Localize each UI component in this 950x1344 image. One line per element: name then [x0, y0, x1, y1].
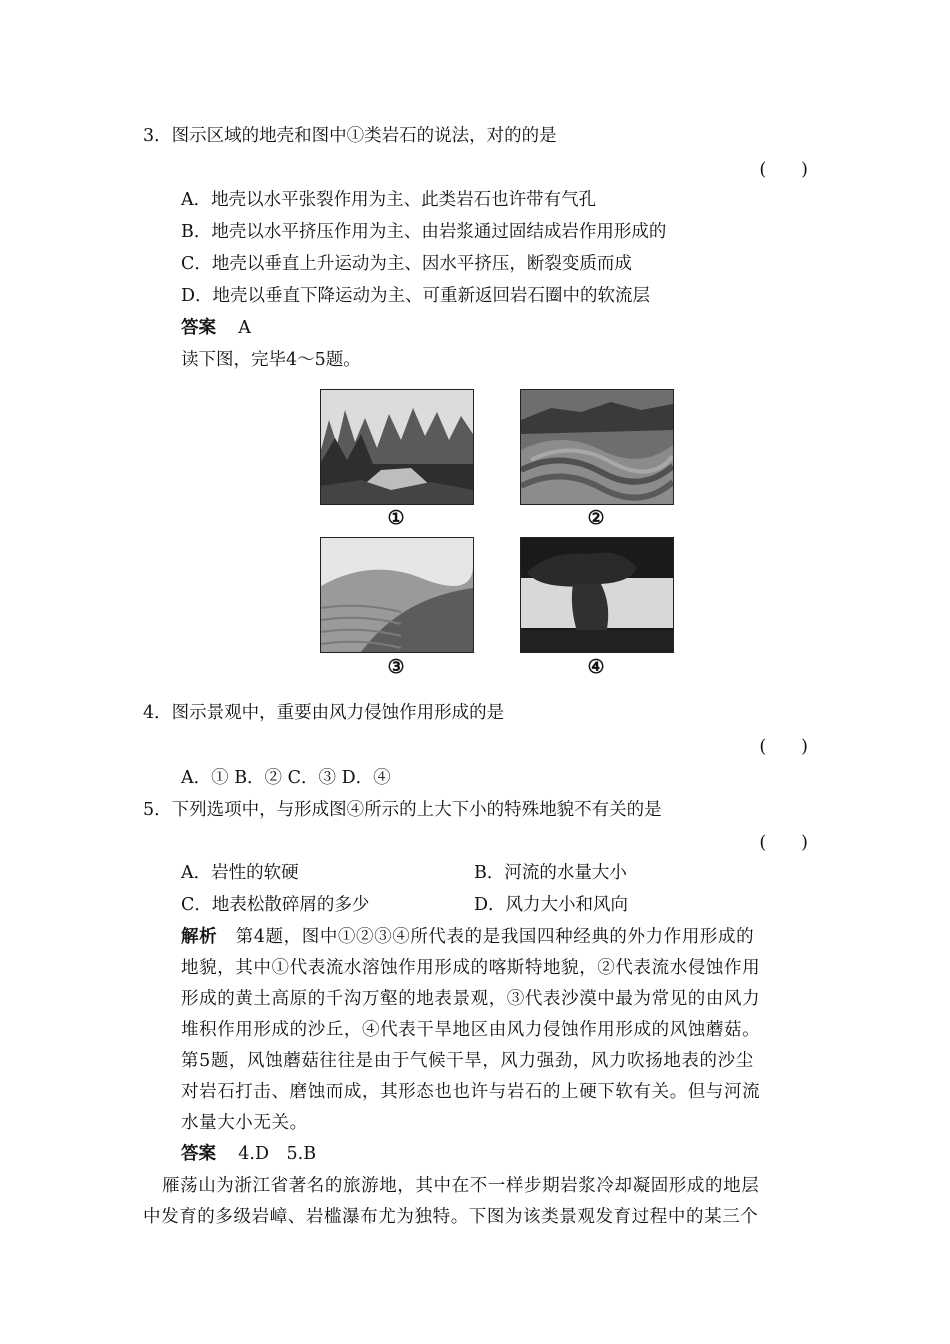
q3-option-a: A．地壳以水平张裂作用为主、此类岩石也许带有气孔 — [181, 190, 597, 210]
figure-label-1: ① — [387, 507, 405, 529]
passage-line-2: 中发育的多级岩嶂、岩槛瀑布尤为独特。下图为该类景观发育过程中的某三个 — [143, 1207, 759, 1227]
analysis-line-6: 对岩石打击、磨蚀而成，其形态也也许与岩石的上硬下软有关。但与河流 — [181, 1082, 761, 1102]
q5-option-a: A．岩性的软硬 — [181, 863, 299, 883]
analysis-text: 第4题，图中①②③④所代表的是我国四种经典的外力作用形成的 — [235, 927, 755, 947]
figure-image-2 — [520, 389, 674, 505]
figure-image-4 — [520, 537, 674, 653]
figure-image-3 — [320, 537, 474, 653]
analysis-line-2: 地貌，其中①代表流水溶蚀作用形成的喀斯特地貌，②代表流水侵蚀作用 — [181, 958, 761, 978]
q3-answer — [181, 316, 251, 340]
mushroom-rock-photo — [521, 538, 673, 652]
q3-option-c: C．地壳以垂直上升运动为主、因水平挤压，断裂变质而成 — [181, 254, 632, 274]
q5-answer-bracket: ( ) — [759, 833, 808, 853]
figure-intro: 读下图，完毕4～5题。 — [181, 350, 361, 370]
analysis-line-3: 形成的黄土高原的千沟万壑的地表景观，③代表沙漠中最为常见的由风力 — [181, 989, 761, 1009]
q3-option-d: D．地壳以垂直下降运动为主、可重新返回岩石圈中的软流层 — [181, 286, 651, 306]
answer-4-5 — [181, 1142, 316, 1166]
q3-option-b: B．地壳以水平挤压作用为主、由岩浆通过固结成岩作用形成的 — [181, 222, 667, 242]
analysis-line-1 — [181, 925, 754, 949]
q3-answer-bracket: ( ) — [759, 160, 808, 180]
analysis-line-5: 第5题，风蚀蘑菇往往是由于气候干旱，风力强劲，风力吹扬地表的沙尘 — [181, 1051, 754, 1071]
answer-label: 答案 — [181, 1144, 216, 1164]
analysis-label: 解析 — [181, 927, 218, 947]
answer-value: A — [238, 318, 251, 338]
figure-image-1 — [320, 389, 474, 505]
q3-stem: 3．图示区域的地壳和图中①类岩石的说法，对的的是 — [143, 126, 557, 146]
analysis-line-7: 水量大小无关。 — [181, 1113, 308, 1133]
figure-label-3: ③ — [387, 656, 405, 678]
figure-label-2: ② — [587, 507, 605, 529]
q5-stem: 5．下列选项中，与形成图④所示的上大下小的特殊地貌不有关的是 — [143, 800, 662, 820]
loess-gully-photo — [521, 390, 673, 504]
q5-option-b: B．河流的水量大小 — [474, 863, 627, 883]
q5-option-c: C．地表松散碎屑的多少 — [181, 895, 370, 915]
sand-dune-photo — [321, 538, 473, 652]
passage-line-1: 雁荡山为浙江省著名的旅游地，其中在不一样步期岩浆冷却凝固形成的地层 — [162, 1176, 760, 1196]
answer-label: 答案 — [181, 318, 216, 338]
figure-label-4: ④ — [587, 656, 605, 678]
q4-options: A．① B．② C．③ D．④ — [181, 768, 391, 788]
q4-answer-bracket: ( ) — [759, 737, 808, 757]
q5-option-d: D．风力大小和风向 — [474, 895, 629, 915]
analysis-line-4: 堆积作用形成的沙丘，④代表干旱地区由风力侵蚀作用形成的风蚀蘑菇。 — [181, 1020, 761, 1040]
q4-stem: 4．图示景观中，重要由风力侵蚀作用形成的是 — [143, 703, 505, 723]
karst-landscape-photo — [321, 390, 473, 504]
answer-value: 4.D 5.B — [238, 1144, 317, 1164]
